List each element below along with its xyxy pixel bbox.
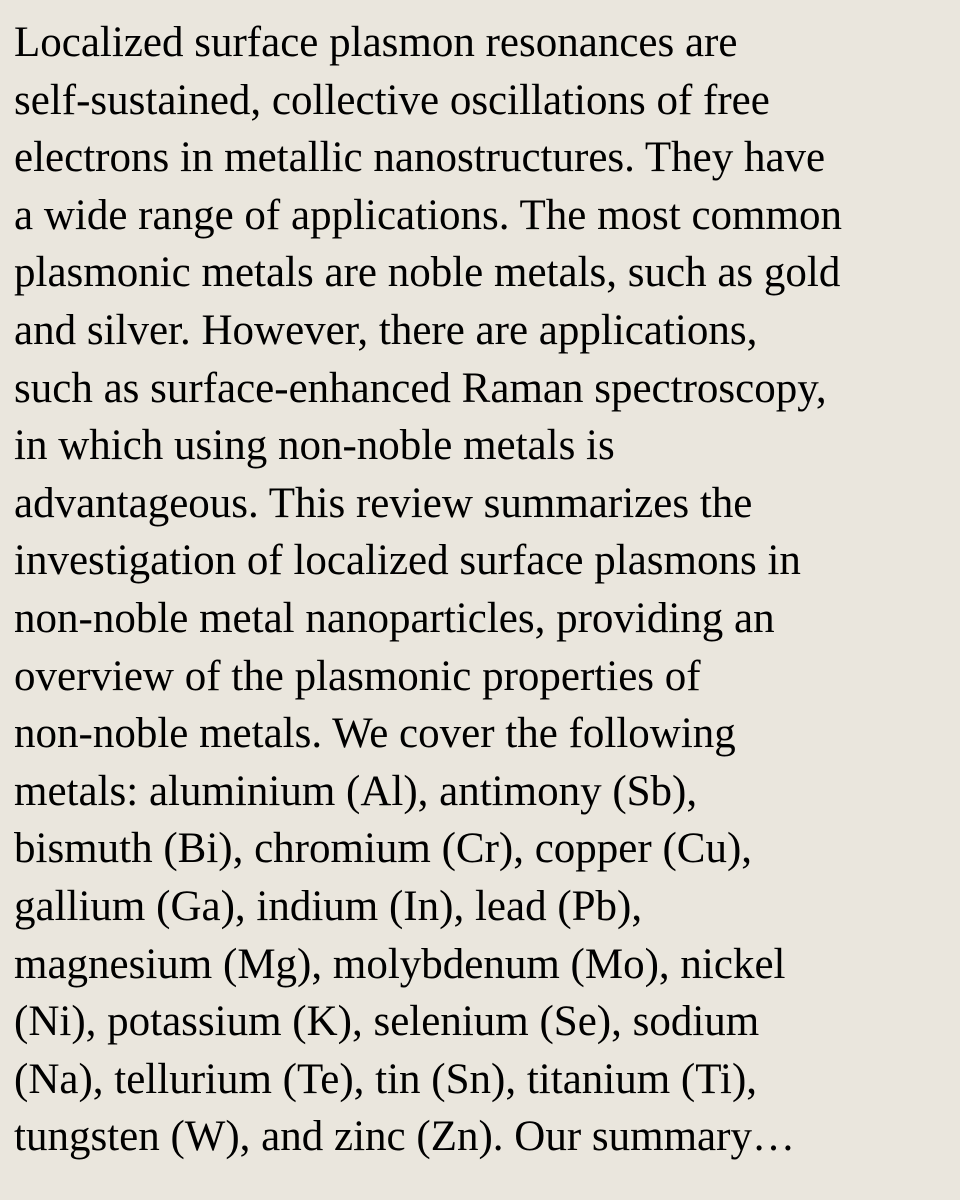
text-line-11: non-noble metal nanoparticles, providing an	[14, 594, 775, 642]
text-line-20: tungsten (W), and zinc (Zn). Our summary…	[14, 1113, 795, 1161]
text-line-14: metals: aluminium (Al), antimony (Sb),	[14, 767, 698, 815]
text-line-9: advantageous. This review summarizes the	[14, 479, 753, 527]
text-line-2: self-sustained, collective oscillations of free	[14, 76, 770, 124]
text-line-7: such as surface-enhanced Raman spectroscopy,	[14, 364, 827, 412]
text-line-3: electrons in metallic nanostructures. They have	[14, 134, 826, 182]
text-line-8: in which using non-noble metals is	[14, 422, 615, 470]
text-line-10: investigation of localized surface plasmons in	[14, 537, 801, 585]
text-line-16: gallium (Ga), indium (In), lead (Pb),	[14, 882, 643, 930]
text-line-12: overview of the plasmonic properties of	[14, 652, 701, 700]
text-line-13: non-noble metals. We cover the following	[14, 710, 736, 758]
text-line-19: (Na), tellurium (Te), tin (Sn), titanium (Ti),	[14, 1055, 758, 1103]
text-line-18: (Ni), potassium (K), selenium (Se), sodium	[14, 998, 760, 1046]
text-line-6: and silver. However, there are applications,	[14, 306, 758, 354]
text-line-15: bismuth (Bi), chromium (Cr), copper (Cu),	[14, 825, 753, 873]
text-line-5: plasmonic metals are noble metals, such as gold	[14, 249, 841, 297]
text-line-4: a wide range of applications. The most common	[14, 191, 842, 239]
abstract-paragraph	[14, 14, 942, 1166]
text-line-17: magnesium (Mg), molybdenum (Mo), nickel	[14, 940, 786, 988]
text-line-1: Localized surface plasmon resonances are	[14, 19, 738, 66]
